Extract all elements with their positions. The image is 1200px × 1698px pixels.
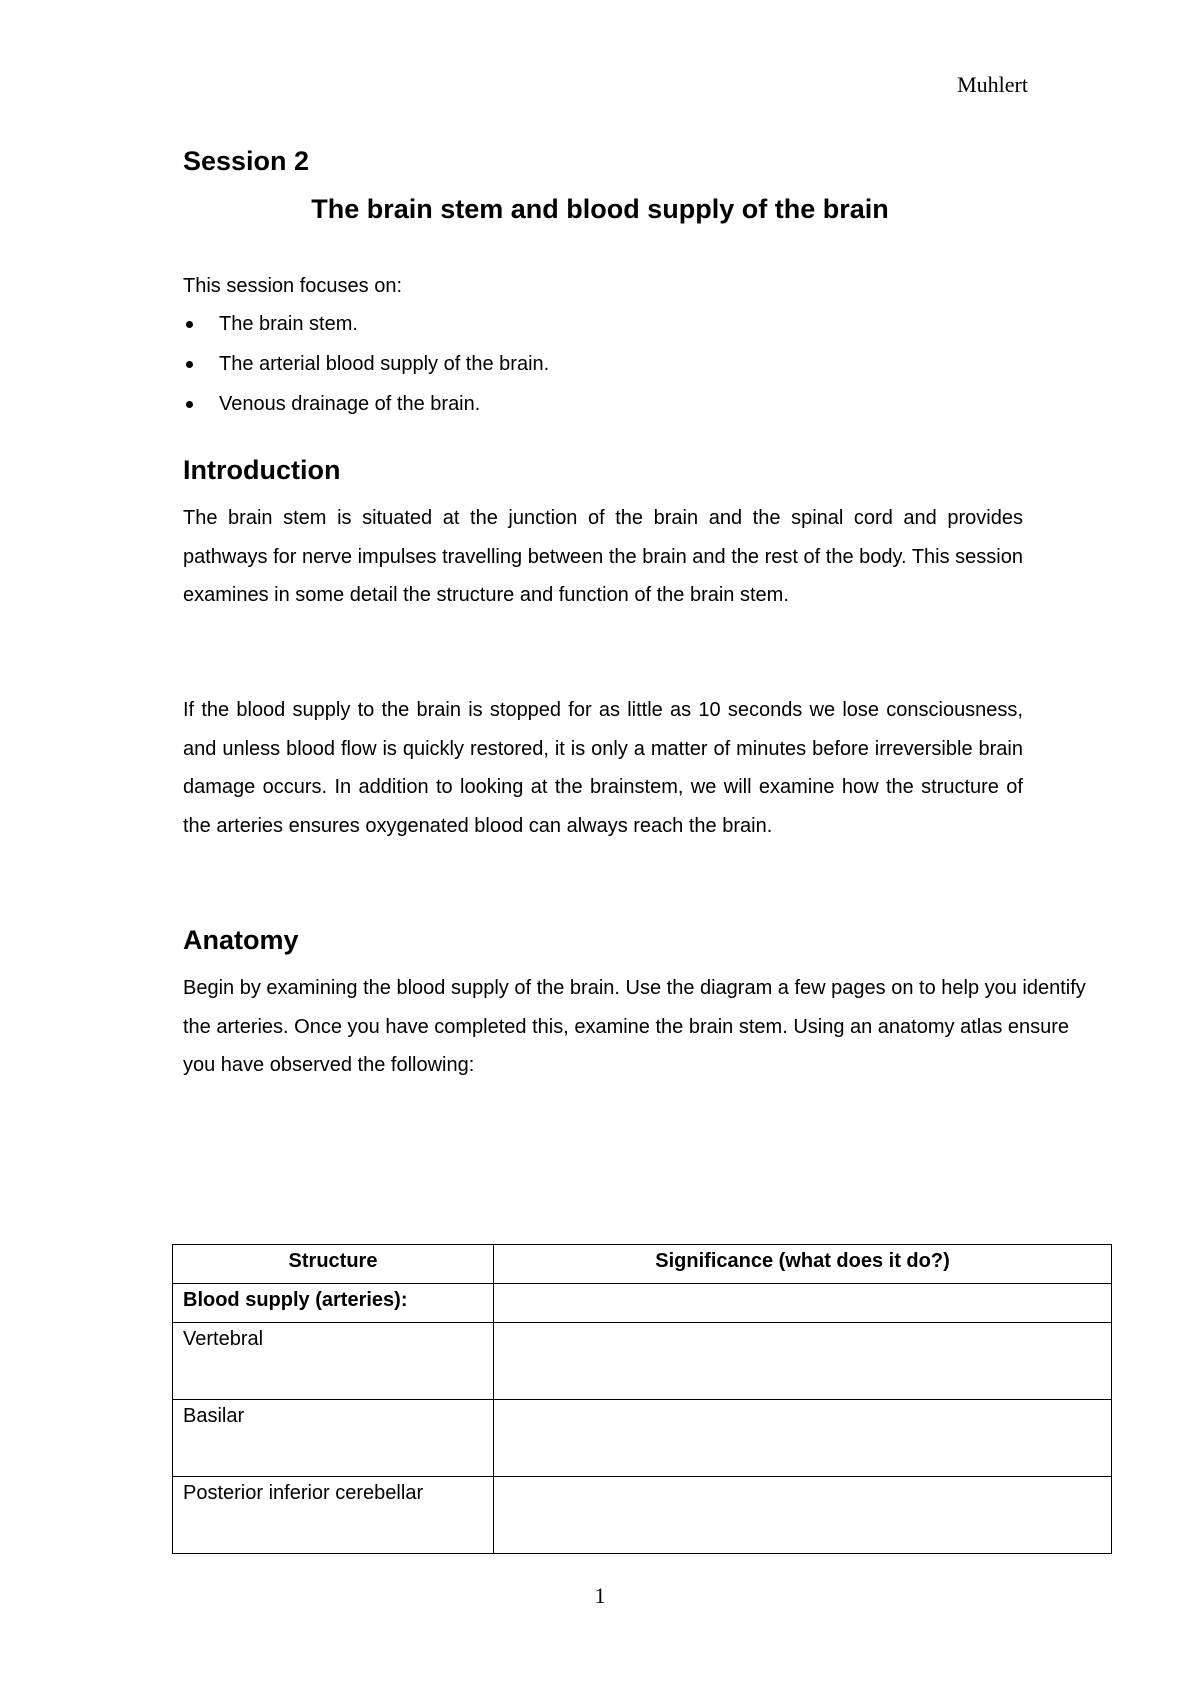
focus-item-text: Venous drainage of the brain. — [219, 393, 481, 415]
table-header-row — [173, 1245, 1112, 1284]
focus-list — [183, 305, 549, 425]
table-row — [173, 1323, 1112, 1400]
anatomy-paragraph: Begin by examining the blood supply of the brain. Use the diagram a few pages on to help you identify the arteries. Once you have completed this, examine the brain stem. Using an anatomy atlas ensure you have observed the following: — [183, 977, 1086, 1076]
page-number: 1 — [594, 1583, 606, 1608]
table-row — [173, 1400, 1112, 1477]
table-group-blank[interactable] — [494, 1284, 1112, 1323]
header-author: Muhlert — [957, 72, 1028, 97]
structure-cell: Basilar — [173, 1400, 494, 1477]
focus-list-item — [183, 385, 549, 425]
focus-list-item — [183, 305, 549, 345]
table-row — [173, 1477, 1112, 1554]
introduction-paragraph-2: If the blood supply to the brain is stopped for as little as 10 seconds we lose consciousness, and unless blood flow is quickly restored, it is only a matter of minutes before irreversible brain damage occurs. In addition to looking at the brainstem, we will examine how the structure of the arteries ensures oxygenated blood can always reach the brain. — [183, 699, 1023, 837]
table-group-row — [173, 1284, 1112, 1323]
bullet-icon — [186, 361, 193, 368]
significance-cell[interactable] — [494, 1323, 1112, 1400]
introduction-paragraph-1: The brain stem is situated at the junction of the brain and the spinal cord and provides pathways for nerve impulses travelling between the brain and the rest of the body. This session examines in some detail the structure and function of the brain stem. — [183, 507, 1023, 606]
table-group-label: Blood supply (arteries): — [173, 1284, 494, 1323]
document-title: The brain stem and blood supply of the brain — [311, 194, 889, 224]
introduction-heading: Introduction — [183, 455, 341, 485]
significance-cell[interactable] — [494, 1400, 1112, 1477]
focus-intro: This session focuses on: — [183, 275, 402, 297]
focus-item-text: The brain stem. — [219, 313, 358, 335]
bullet-icon — [186, 401, 193, 408]
significance-cell[interactable] — [494, 1477, 1112, 1554]
table-header-significance: Significance (what does it do?) — [494, 1245, 1112, 1284]
table-header-structure: Structure — [173, 1245, 494, 1284]
anatomy-heading: Anatomy — [183, 925, 299, 955]
bullet-icon — [186, 321, 193, 328]
focus-list-item — [183, 345, 549, 385]
structure-cell: Vertebral — [173, 1323, 494, 1400]
structure-cell: Posterior inferior cerebellar — [173, 1477, 494, 1554]
structure-table — [172, 1244, 1112, 1554]
session-label: Session 2 — [183, 146, 310, 176]
focus-item-text: The arterial blood supply of the brain. — [219, 353, 550, 375]
